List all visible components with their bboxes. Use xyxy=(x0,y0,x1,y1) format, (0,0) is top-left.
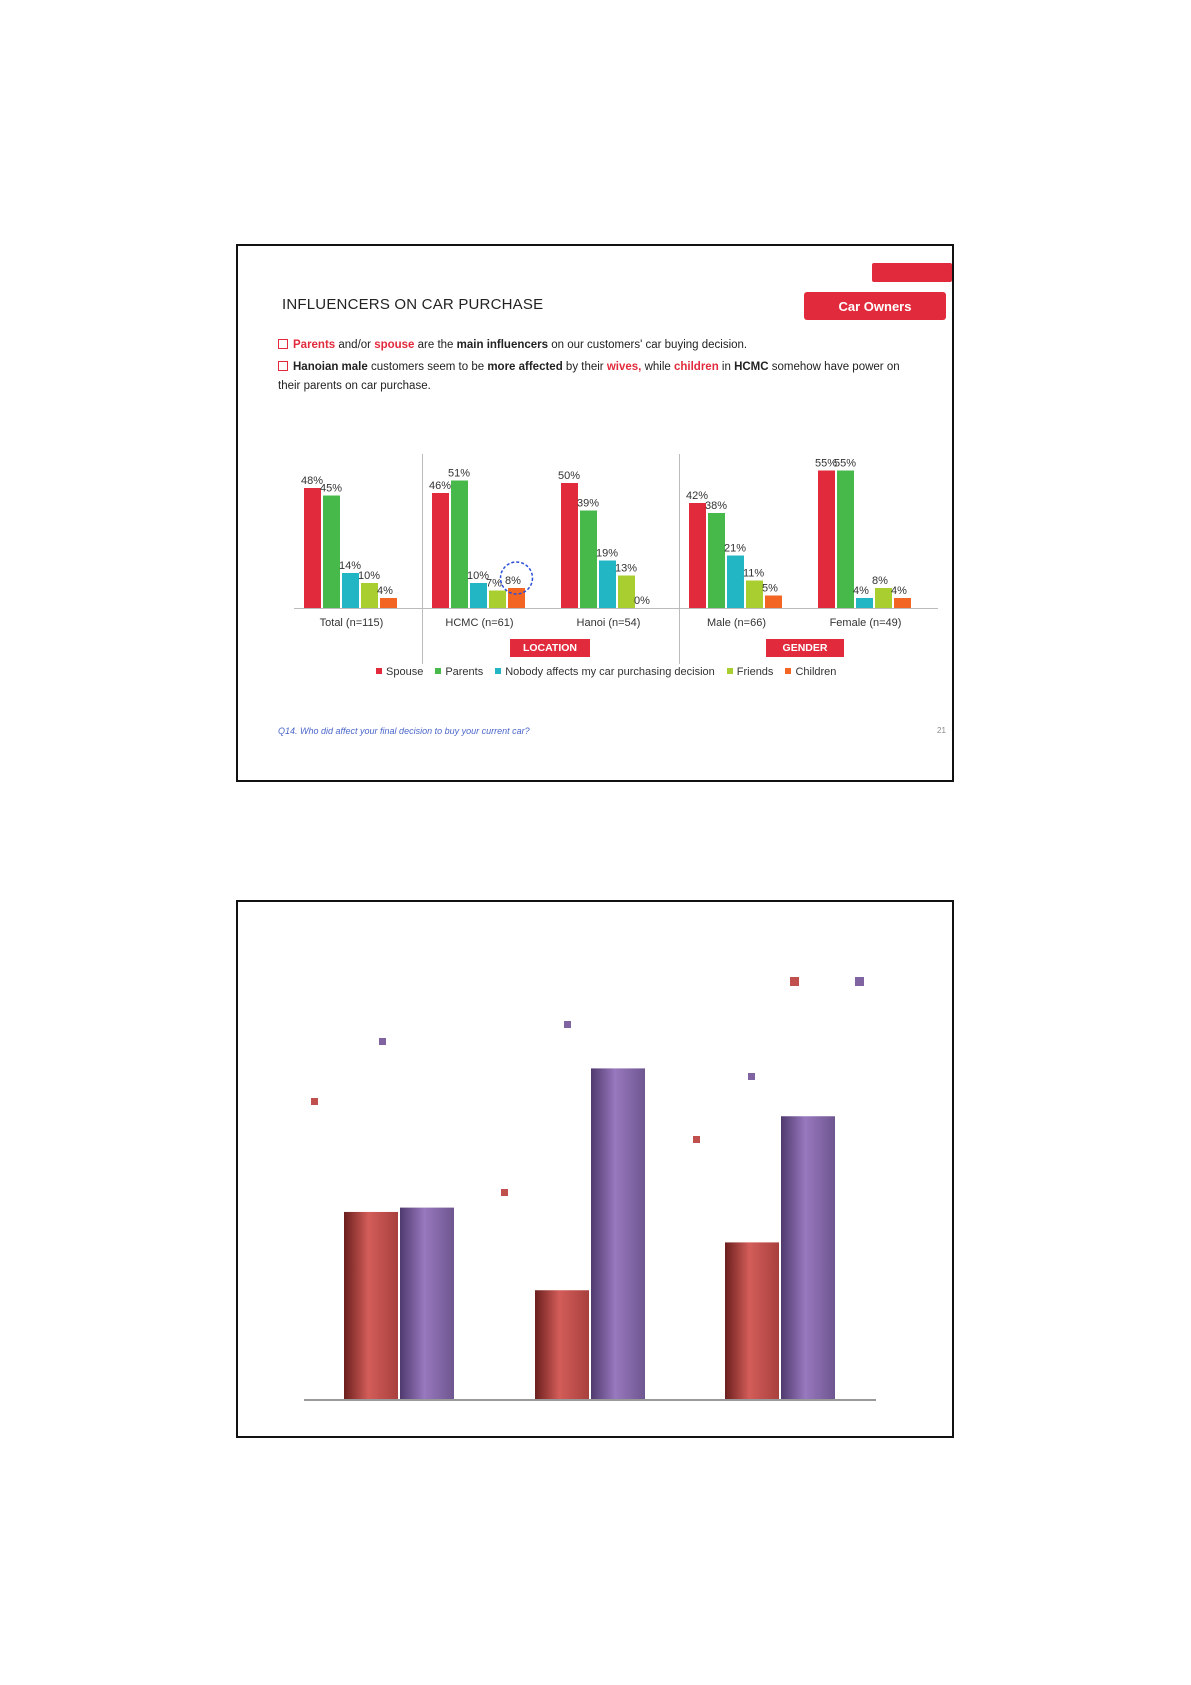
bullet-text: customers seem to be xyxy=(367,361,488,373)
bar-nobody xyxy=(727,556,744,609)
data-label: 10% xyxy=(467,570,490,582)
legend-label: Parents xyxy=(445,666,484,678)
bar-friends xyxy=(875,588,892,608)
label-marker xyxy=(564,1021,571,1028)
data-label: 4% xyxy=(853,585,869,597)
bar-friends xyxy=(361,583,378,608)
data-label: 14% xyxy=(339,560,362,572)
legend-item xyxy=(785,666,836,678)
category-label: Hanoi (n=54) xyxy=(576,617,641,629)
bullet-text: wives, xyxy=(606,361,642,373)
bar-friends xyxy=(746,581,763,609)
bar-parents xyxy=(451,481,468,609)
legend-label: Friends xyxy=(736,666,774,678)
slide-influencers xyxy=(236,244,954,782)
legend-swatch xyxy=(785,668,791,674)
bar-parents xyxy=(708,513,725,608)
bar-parents xyxy=(837,471,854,609)
bar-purple xyxy=(781,1116,835,1399)
category-label: Total (n=115) xyxy=(319,617,384,629)
label-marker xyxy=(501,1189,508,1196)
bar-children xyxy=(894,598,911,608)
data-label: 51% xyxy=(448,467,471,480)
legend-marker-red xyxy=(790,977,799,986)
data-label: 4% xyxy=(891,585,907,597)
data-label: 55% xyxy=(815,457,838,470)
chart-legend xyxy=(376,666,836,678)
data-label: 21% xyxy=(724,542,747,555)
bullet-text: and/or xyxy=(335,339,375,351)
bar-nobody xyxy=(342,573,359,608)
data-label: 45% xyxy=(320,482,343,495)
data-label: 13% xyxy=(615,562,638,575)
bar-friends xyxy=(489,591,506,609)
bar-nobody xyxy=(856,598,873,608)
data-label: 8% xyxy=(505,575,521,587)
data-label: 10% xyxy=(358,570,381,582)
legend-item xyxy=(435,666,483,678)
label-marker xyxy=(748,1073,755,1080)
data-label: 55% xyxy=(834,457,857,470)
legend-swatch xyxy=(435,668,441,674)
data-label: 38% xyxy=(705,500,728,512)
data-label: 19% xyxy=(596,547,619,560)
bullet-text: are the xyxy=(414,339,457,351)
bullet-text: Parents xyxy=(293,339,336,351)
bar-nobody xyxy=(470,583,487,608)
car-owners-badge: Car Owners xyxy=(804,292,946,320)
page-number: 21 xyxy=(937,726,946,735)
legend-marker-purple xyxy=(855,977,864,986)
data-label: 39% xyxy=(577,497,600,510)
bar-spouse xyxy=(689,503,706,608)
bar-red xyxy=(725,1242,779,1399)
bar-purple xyxy=(591,1068,645,1399)
bar-spouse xyxy=(304,488,321,608)
bar-red xyxy=(344,1212,398,1399)
data-label: 50% xyxy=(558,470,581,482)
bullet-text: spouse xyxy=(374,339,415,351)
legend-label: Nobody affects my car purchasing decision xyxy=(505,666,715,678)
bar-parents xyxy=(323,496,340,609)
bullet-text: Hanoian male xyxy=(293,361,368,373)
bar-spouse xyxy=(818,471,835,609)
data-label: 4% xyxy=(377,585,393,597)
location-label: LOCATION xyxy=(510,639,590,657)
data-label: 8% xyxy=(872,575,888,587)
data-label: 0% xyxy=(634,595,650,607)
legend-swatch xyxy=(376,668,382,674)
legend-item xyxy=(376,666,423,678)
data-label: 7% xyxy=(486,577,502,590)
gender-label: GENDER xyxy=(766,639,844,657)
slide-bar-chart-2 xyxy=(236,900,954,1438)
legend-swatch xyxy=(495,668,501,674)
label-marker xyxy=(693,1136,700,1143)
bar-spouse xyxy=(561,483,578,608)
bullet-text: children xyxy=(673,361,719,373)
bar-parents xyxy=(580,511,597,609)
category-label: HCMC (n=61) xyxy=(445,617,514,629)
bullet-text: main influencers xyxy=(456,339,549,351)
data-label: 46% xyxy=(429,480,452,492)
data-label: 42% xyxy=(686,490,709,502)
bar-spouse xyxy=(432,493,449,608)
bullet-text: somehow have power on their parents on car purchase. xyxy=(278,361,900,392)
bar-friends xyxy=(618,576,635,609)
bullet-text: on our customers' car buying decision. xyxy=(548,339,748,351)
bullet-text: by their xyxy=(562,361,607,373)
bullet-text: HCMC xyxy=(734,361,769,373)
group-divider xyxy=(679,454,680,664)
legend-swatch xyxy=(727,668,733,674)
bar-children xyxy=(765,596,782,609)
legend-label: Spouse xyxy=(386,666,424,678)
influencers-bar-chart xyxy=(238,246,954,782)
bar-red xyxy=(535,1290,589,1399)
label-marker xyxy=(311,1098,318,1105)
bar-children xyxy=(380,598,397,608)
bar-children xyxy=(508,588,525,608)
bullet-text: more affected xyxy=(487,361,563,373)
bar-purple xyxy=(400,1208,454,1399)
slide-title: INFLUENCERS ON CAR PURCHASE xyxy=(282,296,544,313)
data-label: 48% xyxy=(301,475,324,487)
legend-item xyxy=(495,666,715,678)
data-label: 11% xyxy=(743,567,765,580)
bullet-text: in xyxy=(718,361,735,373)
category-label: Male (n=66) xyxy=(706,617,767,629)
legend-label: Children xyxy=(795,666,837,678)
bar-nobody xyxy=(599,561,616,609)
legend-item xyxy=(727,666,774,678)
category-label: Female (n=49) xyxy=(829,617,902,629)
footnote: Q14. Who did affect your final decision to buy your current car? xyxy=(278,726,530,736)
group-divider xyxy=(422,454,423,664)
bullet-text: while xyxy=(641,361,674,373)
data-label: 5% xyxy=(762,582,778,595)
label-marker xyxy=(379,1038,386,1045)
comparison-bar-chart xyxy=(238,902,954,1438)
